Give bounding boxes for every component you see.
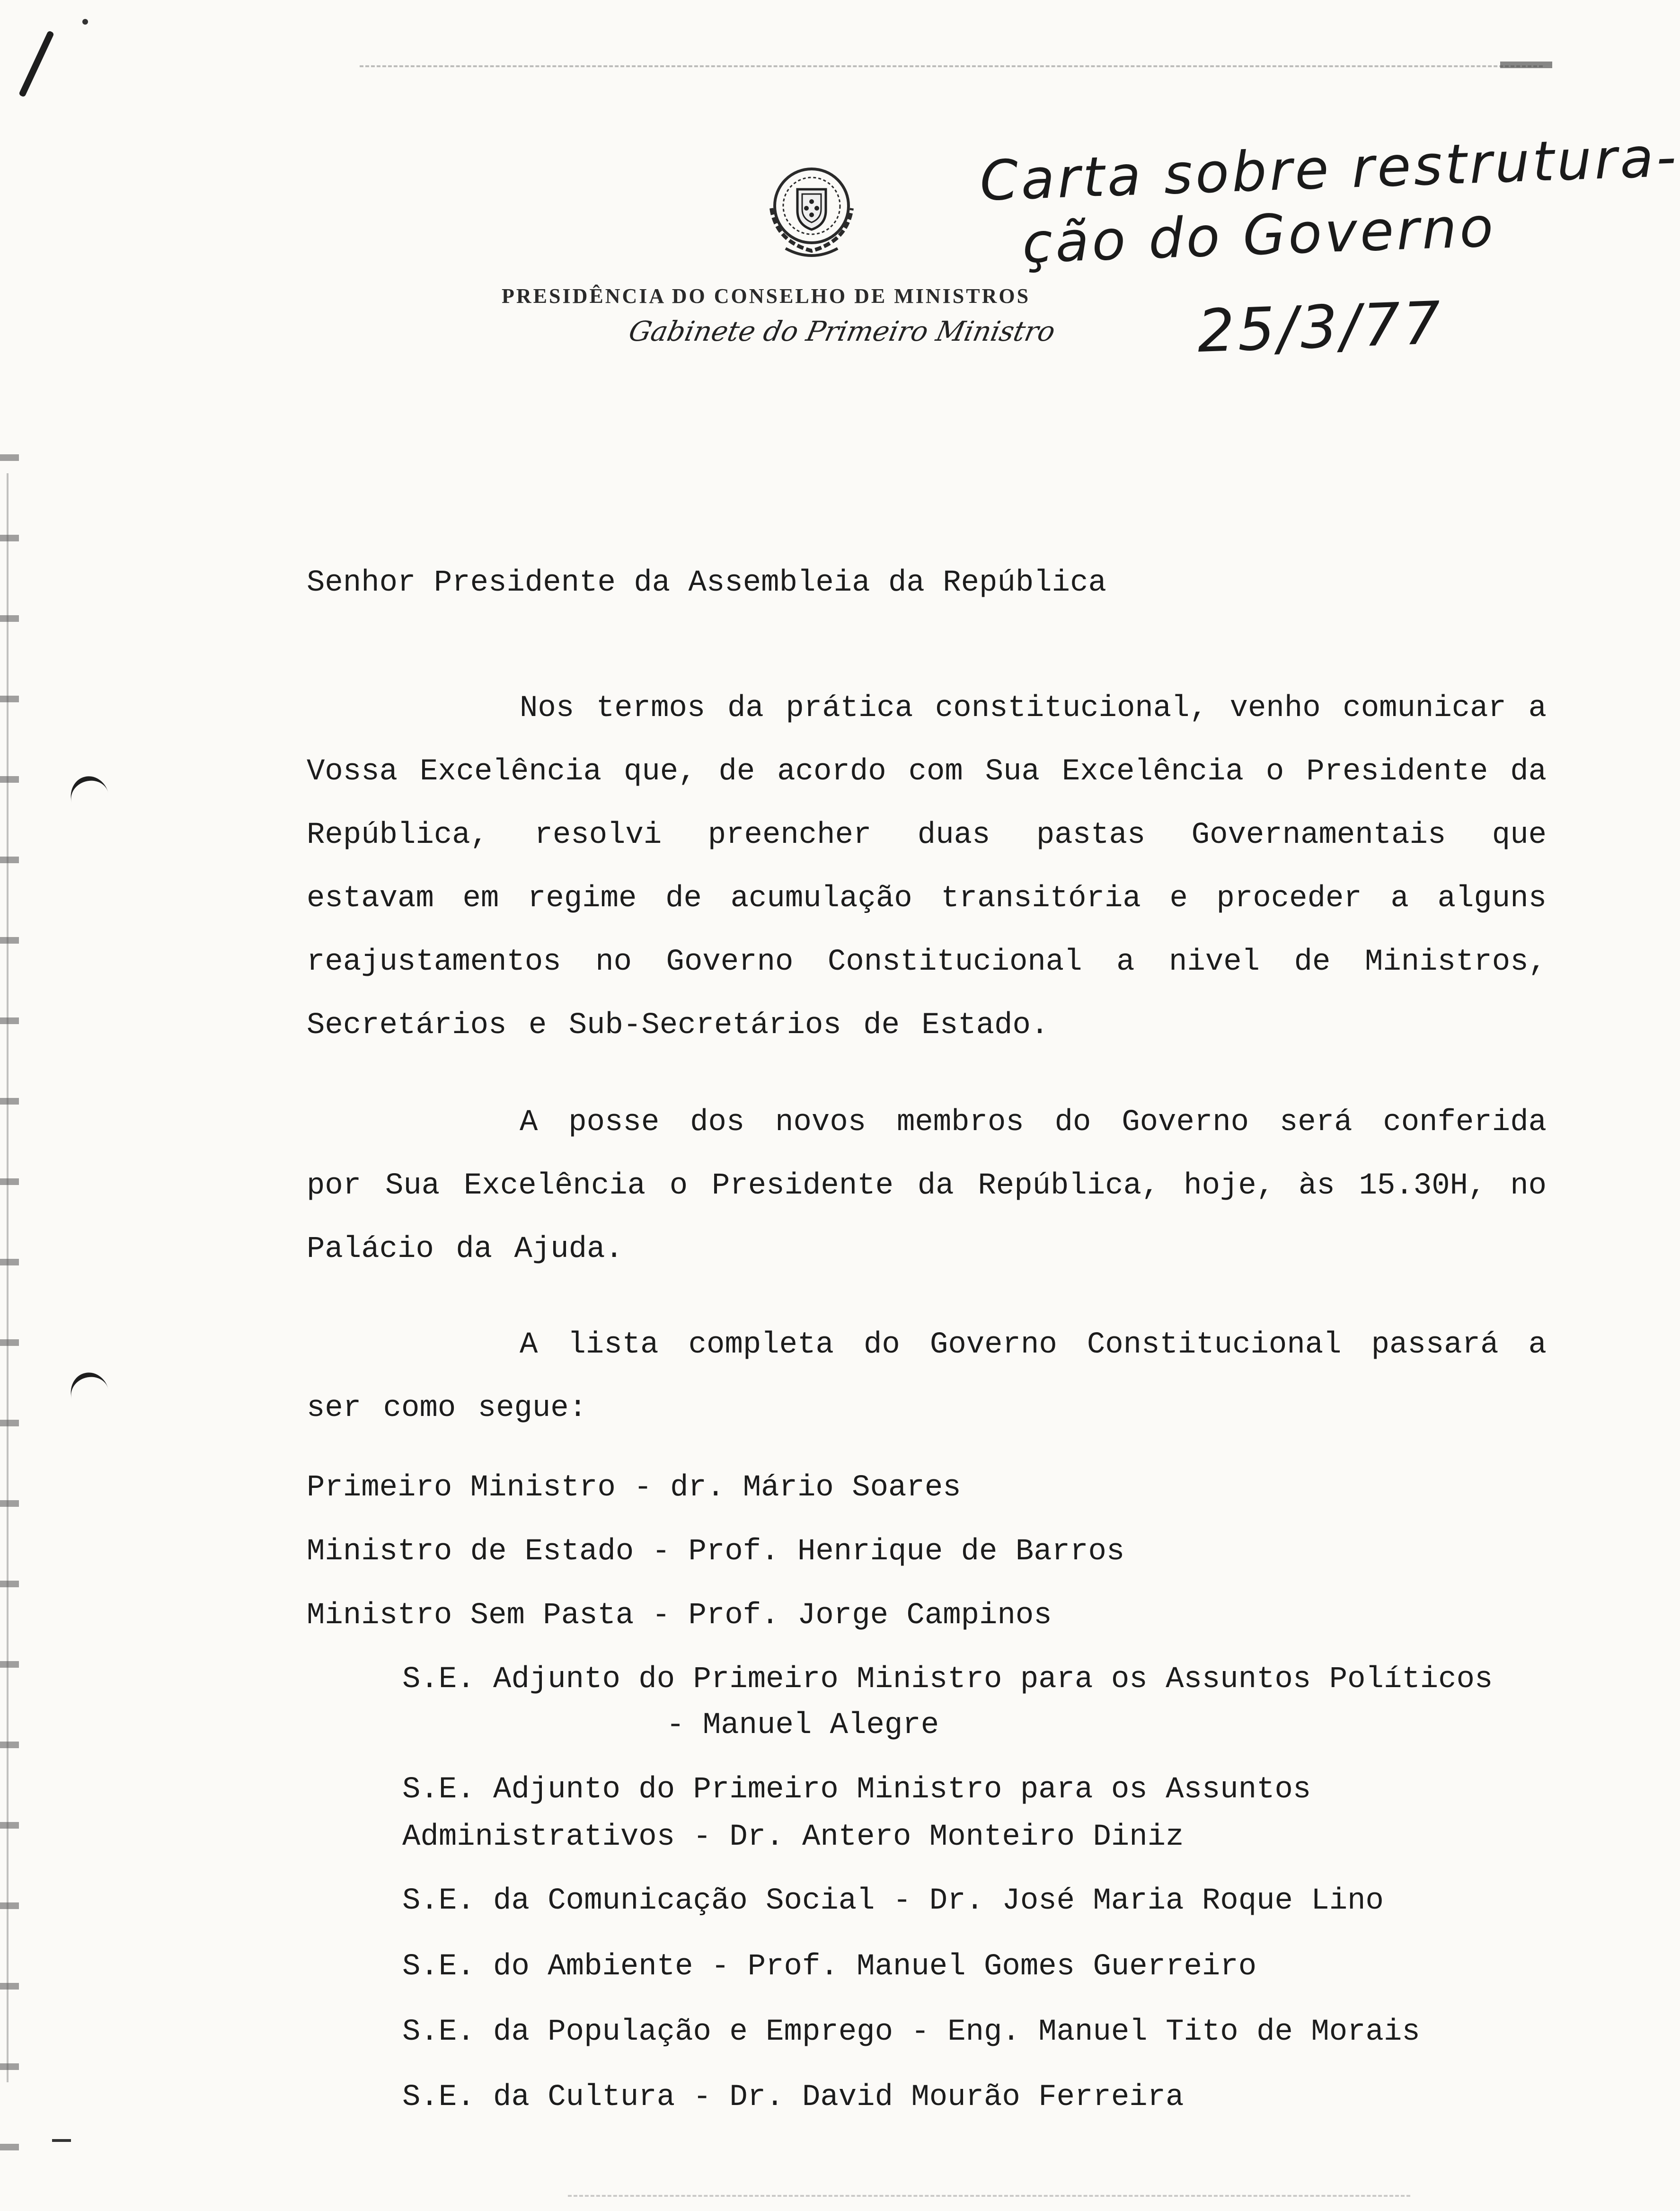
page-top-edge-shadow <box>1500 62 1552 68</box>
paragraph-1-text: Nos termos da prática constitucional, venho comunicar a Vossa Excelência que, de acordo com Sua Excelência o Presidente da República, resolvi preencher duas pastas Governamentais que estavam em regime de acumulação transitória e proceder a alguns reajustamentos no Governo Constitucional a nivel de Ministros, Secretários e Sub-Secretários de Estado. <box>307 691 1547 1043</box>
letterhead-title: PRESIDÊNCIA DO CONSELHO DE MINISTROS <box>502 284 1031 308</box>
list-item-se-social-communication: S.E. da Comunicação Social - Dr. José Maria Roque Lino <box>402 1884 1384 1918</box>
handwritten-note <box>979 125 1680 366</box>
handwritten-date: 25/3/77 <box>1196 289 1445 366</box>
list-item-se-environment: S.E. do Ambiente - Prof. Manuel Gomes Guerreiro <box>402 1950 1257 1984</box>
paragraph-3-text: A lista completa do Governo Constitucional passará a ser como segue: <box>307 1328 1547 1425</box>
page-bottom-edge <box>568 2195 1410 2197</box>
salutation: Senhor Presidente da Assembleia da República <box>307 566 1106 600</box>
list-item-se-administrative-affairs: S.E. Adjunto do Primeiro Ministro para os Assuntos <box>402 1773 1311 1807</box>
list-item-minister-of-state: Ministro de Estado - Prof. Henrique de Barros <box>307 1535 1125 1569</box>
punch-hole-arc-upper <box>66 772 114 823</box>
paragraph-1 <box>307 677 1547 1057</box>
handwritten-note-line2: ção do Governo <box>1021 195 1497 276</box>
dot-mark <box>82 19 88 25</box>
paragraph-2-text: A posse dos novos membros do Governo será conferida por Sua Excelência o Presidente da República, hoje, às 15.30H, no Palácio da Ajuda. <box>307 1106 1547 1266</box>
list-item-se-political-affairs: S.E. Adjunto do Primeiro Ministro para os Assuntos Políticos <box>402 1663 1493 1697</box>
coat-of-arms-emblem <box>757 156 866 265</box>
list-item-se-culture: S.E. da Cultura - Dr. David Mourão Ferreira <box>402 2080 1184 2114</box>
page-top-edge <box>360 65 1543 67</box>
punch-hole-arc-lower <box>66 1368 114 1419</box>
list-item-se-administrative-affairs-name: Administrativos - Dr. Antero Monteiro Diniz <box>402 1820 1184 1854</box>
paragraph-3 <box>307 1313 1547 1440</box>
list-item-se-political-affairs-name: - Manuel Alegre <box>666 1708 939 1742</box>
list-item-prime-minister: Primeiro Ministro - dr. Mário Soares <box>307 1471 961 1505</box>
tick-mark <box>18 30 54 97</box>
letterhead-subtitle: Gabinete do Primeiro Ministro <box>626 315 1058 347</box>
paragraph-2 <box>307 1091 1547 1281</box>
list-item-se-population-employment: S.E. da População e Emprego - Eng. Manuel Tito de Morais <box>402 2015 1420 2049</box>
left-margin-line <box>7 473 9 2082</box>
left-margin-scan-marks <box>0 426 19 2177</box>
margin-dash <box>52 2139 71 2142</box>
list-item-minister-without-portfolio: Ministro Sem Pasta - Prof. Jorge Campinos <box>307 1599 1052 1633</box>
handwritten-note-line1: Carta sobre restrutura- <box>979 125 1680 213</box>
